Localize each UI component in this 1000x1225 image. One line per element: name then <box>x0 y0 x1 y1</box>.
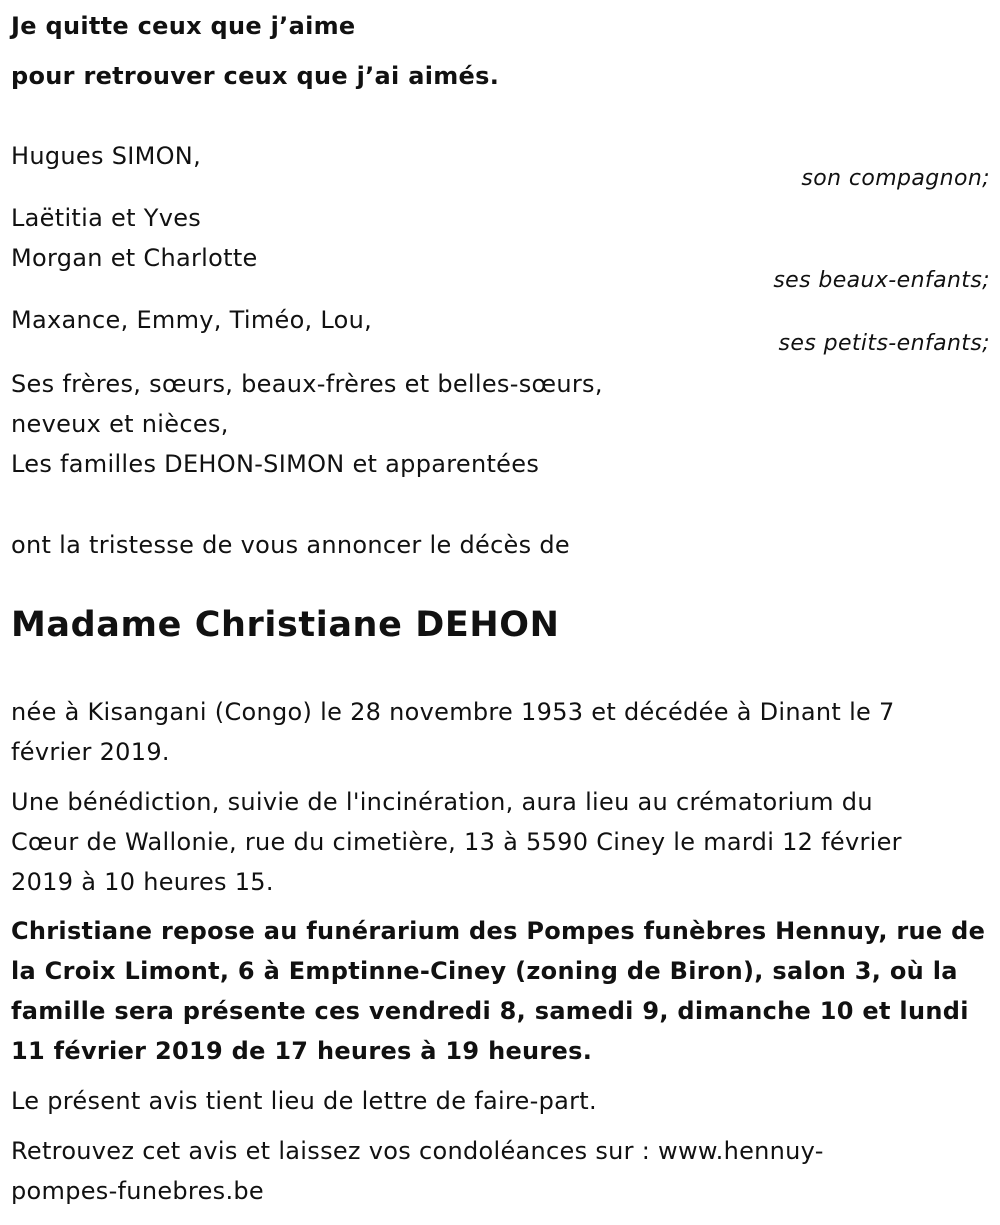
stepchildren-line-2: Morgan et Charlotte <box>11 244 258 272</box>
ceremony-line-2: Cœur de Wallonie, rue du cimetière, 13 à 5590 Ciney le mardi 12 février <box>11 828 902 856</box>
epigraph-line-1: Je quitte ceux que j’aime <box>11 12 356 40</box>
stepchildren-role: ses beaux-enfants; <box>773 268 990 293</box>
ceremony-line-1: Une bénédiction, suivie de l'incinération, aura lieu au crématorium du <box>11 788 873 816</box>
deceased-name: Madame Christiane DEHON <box>11 605 560 645</box>
birth-death-line-2: février 2019. <box>11 738 170 766</box>
ceremony-line-3: 2019 à 10 heures 15. <box>11 868 274 896</box>
other-relatives-line-1: Ses frères, sœurs, beaux-frères et belles-sœurs, <box>11 370 603 398</box>
condolences-line-1: Retrouvez cet avis et laissez vos condoléances sur : www.hennuy- <box>11 1137 824 1165</box>
condolences-line-2: pompes-funebres.be <box>11 1177 264 1205</box>
grandchildren-names: Maxance, Emmy, Timéo, Lou, <box>11 306 373 334</box>
announcement-text: ont la tristesse de vous annoncer le décès de <box>11 531 570 559</box>
visitation-line-4: 11 février 2019 de 17 heures à 19 heures. <box>11 1037 593 1065</box>
visitation-line-1: Christiane repose au funérarium des Pompes funèbres Hennuy, rue de <box>11 917 986 945</box>
visitation-line-2: la Croix Limont, 6 à Emptinne-Ciney (zoning de Biron), salon 3, où la <box>11 957 958 985</box>
visitation-line-3: famille sera présente ces vendredi 8, samedi 9, dimanche 10 et lundi <box>11 997 969 1025</box>
companion-name: Hugues SIMON, <box>11 142 201 170</box>
grandchildren-role: ses petits-enfants; <box>778 331 990 356</box>
other-relatives-line-3: Les familles DEHON-SIMON et apparentées <box>11 450 540 478</box>
birth-death-line-1: née à Kisangani (Congo) le 28 novembre 1953 et décédée à Dinant le 7 <box>11 698 895 726</box>
epigraph-line-2: pour retrouver ceux que j’ai aimés. <box>11 62 500 90</box>
other-relatives-line-2: neveux et nièces, <box>11 410 229 438</box>
stepchildren-line-1: Laëtitia et Yves <box>11 204 202 232</box>
notice-text: Le présent avis tient lieu de lettre de faire-part. <box>11 1087 597 1115</box>
companion-role: son compagnon; <box>801 166 990 191</box>
